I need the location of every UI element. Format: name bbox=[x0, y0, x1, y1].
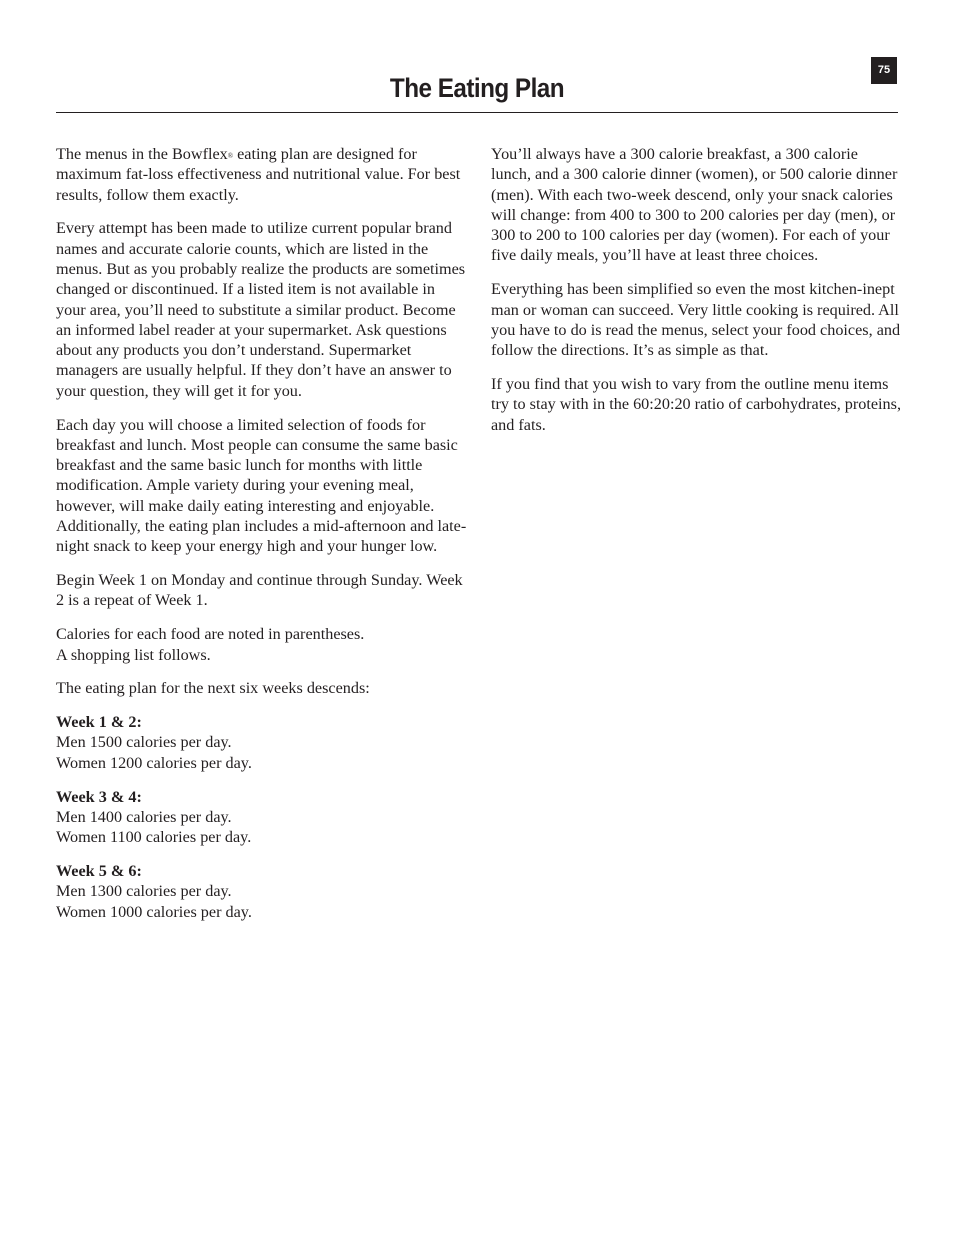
week-block bbox=[56, 712, 468, 773]
brands-paragraph: Every attempt has been made to utilize current popular brand names and accurate calorie counts, which are listed in the menus. But as you probably realize the products are sometimes changed or discontinued. If a listed item is not available in your area, you’ll need to substitute a similar product. Become an informed label reader at your supermarket. Ask questions about any products you don’t understand. Supermarket managers are usually helpful. If they don’t have an answer to your question, they will get it for you. bbox=[56, 219, 466, 400]
daily-meals-paragraph: Each day you will choose a limited selection of foods for breakfast and lunch. Most people can consume the same basic breakfast and the same basic lunch for months with little modification. Ample variety during your evening meal, however, will make daily eating interesting and enjoyable. Additionally, the eating plan includes a mid-afternoon and late-night snack to keep your energy high and your hunger low. bbox=[56, 415, 467, 556]
women-calories: Women 1100 calories per day. bbox=[56, 828, 252, 847]
women-calories: Women 1000 calories per day. bbox=[56, 902, 252, 921]
week-heading: Week 1 & 2: bbox=[56, 713, 142, 732]
week-start-paragraph: Begin Week 1 on Monday and continue through Sunday. Week 2 is a repeat of Week 1. bbox=[56, 571, 463, 610]
shopping-list-note: A shopping list follows. bbox=[56, 645, 211, 664]
simplified-paragraph: Everything has been simplified so even the most kitchen-inept man or woman can succeed. Very little cooking is required. All you have to do is read the menus, select your food choices, and follow the directions. It’s as simple as that. bbox=[491, 280, 901, 360]
page-title: The Eating Plan bbox=[389, 73, 565, 103]
week-block bbox=[56, 861, 468, 922]
intro-text-start: The menus in the Bowflex bbox=[56, 145, 228, 163]
intro-text-end: eating plan are designed for maximum fat-loss effectiveness and nutritional value. For best results, follow them exactly. bbox=[56, 145, 461, 204]
registered-mark: ® bbox=[227, 152, 234, 160]
women-calories: Women 1200 calories per day. bbox=[56, 753, 252, 772]
intro-paragraph bbox=[56, 144, 468, 205]
left-column bbox=[56, 144, 468, 935]
men-calories: Men 1400 calories per day. bbox=[56, 807, 232, 826]
right-column bbox=[491, 144, 901, 448]
men-calories: Men 1500 calories per day. bbox=[56, 733, 232, 752]
calories-note: Calories for each food are noted in parentheses. bbox=[56, 625, 365, 644]
title-divider bbox=[56, 112, 898, 113]
page-number: 75 bbox=[871, 57, 897, 84]
descends-paragraph: The eating plan for the next six weeks descends: bbox=[56, 679, 370, 698]
calories-paragraph bbox=[56, 624, 468, 665]
men-calories: Men 1300 calories per day. bbox=[56, 882, 232, 901]
week-heading: Week 5 & 6: bbox=[56, 861, 142, 880]
week-heading: Week 3 & 4: bbox=[56, 787, 142, 806]
meal-calories-paragraph: You’ll always have a 300 calorie breakfast, a 300 calorie lunch, and a 300 calorie dinner (women), or 500 calorie dinner (men). With each two-week descend, only your snack calories will change: from 400 to 300 to 200 calories per day (men), or 300 to 200 to 100 calories per day (women). For each of your five daily meals, you’ll have at least three choices. bbox=[491, 145, 898, 265]
ratio-paragraph: If you find that you wish to vary from the outline menu items try to stay with in the 60:20:20 ratio of carbohydrates, proteins, and fats. bbox=[491, 374, 901, 434]
week-block bbox=[56, 787, 468, 848]
